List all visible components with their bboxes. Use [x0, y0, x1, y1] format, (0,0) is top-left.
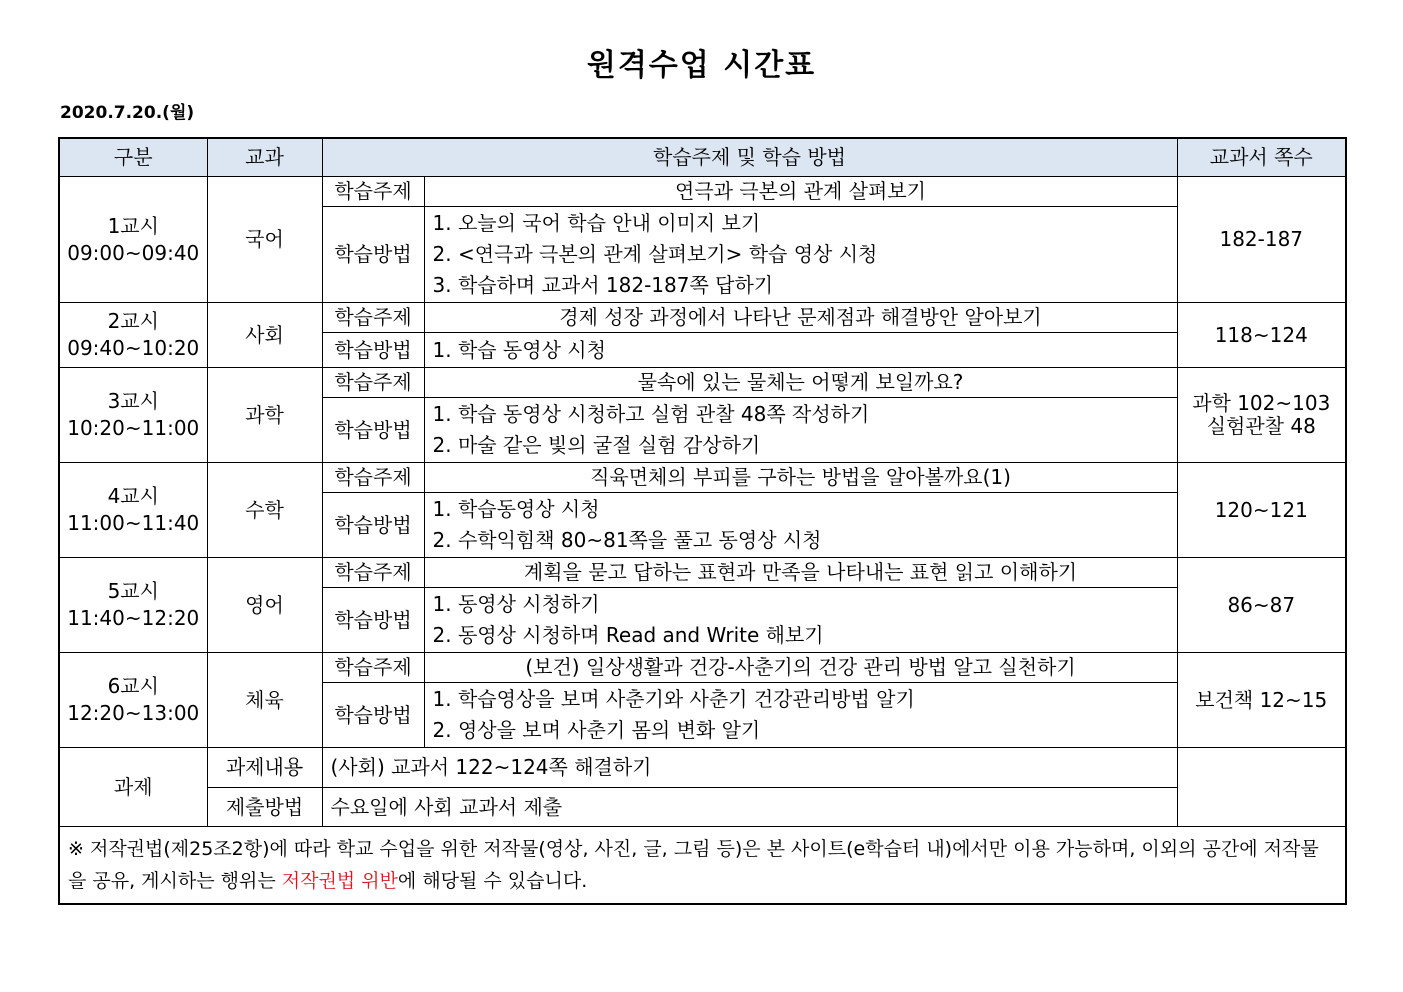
method-steps: [424, 207, 1177, 303]
subject-cell: 국어: [207, 177, 322, 303]
method-steps: [424, 588, 1177, 653]
subject-cell: 사회: [207, 303, 322, 368]
period-cell: [59, 368, 207, 463]
assignment-content-label: 과제내용: [207, 748, 322, 788]
notice-highlight: 저작권법 위반: [281, 870, 398, 892]
method-step: 1. 학습영상을 보며 사춘기와 사춘기 건강관리방법 알기: [432, 687, 915, 711]
period-label: 4교시: [107, 484, 159, 508]
period-row-topic: [59, 303, 1346, 333]
period-cell: [59, 177, 207, 303]
assignment-label: 과제: [59, 748, 207, 827]
method-step: 1. 학습동영상 시청: [432, 497, 600, 521]
pages-value: 과학 102~103: [1192, 391, 1331, 415]
pages-cell: [1177, 558, 1346, 653]
header-row: [59, 138, 1346, 177]
notice-text: ※ 저작권법(제25조2항)에 따라 학교 수업을 위한 저작물(영상, 사진, 글, 그림 등)은 본 사이트(e학습터 내)에서만 이용 가능하며, 이외의 공간에 저작물을 공유, 게시하는 행위는: [68, 838, 1319, 892]
period-label: 6교시: [107, 674, 159, 698]
topic-text: (보건) 일상생활과 건강-사춘기의 건강 관리 방법 알고 실천하기: [424, 653, 1177, 683]
method-label: 학습방법: [322, 398, 424, 463]
period-row-topic: [59, 368, 1346, 398]
pages-value: 118~124: [1214, 322, 1308, 347]
pages-cell: [1177, 653, 1346, 748]
period-label: 5교시: [107, 579, 159, 603]
period-time: 11:40~12:20: [67, 606, 200, 630]
period-time: 09:40~10:20: [67, 336, 200, 360]
pages-cell: [1177, 303, 1346, 368]
period-cell: [59, 303, 207, 368]
method-step: 1. 학습 동영상 시청하고 실험 관찰 48쪽 작성하기: [432, 402, 870, 426]
topic-text: 직육면체의 부피를 구하는 방법을 알아볼까요(1): [424, 463, 1177, 493]
topic-label: 학습주제: [322, 463, 424, 493]
pages-value: 실험관찰 48: [1206, 414, 1316, 438]
subject-cell: 체육: [207, 653, 322, 748]
subject-cell: 수학: [207, 463, 322, 558]
assignment-submit: 수요일에 사회 교과서 제출: [322, 788, 1177, 827]
period-time: 12:20~13:00: [67, 701, 200, 725]
topic-text: 연극과 극본의 관계 살펴보기: [424, 177, 1177, 207]
method-label: 학습방법: [322, 333, 424, 368]
method-step: 2. <연극과 극본의 관계 살펴보기> 학습 영상 시청: [432, 242, 878, 266]
method-label: 학습방법: [322, 207, 424, 303]
topic-label: 학습주제: [322, 177, 424, 207]
header-pages: 교과서 쪽수: [1177, 138, 1346, 177]
method-steps: [424, 683, 1177, 748]
topic-label: 학습주제: [322, 653, 424, 683]
period-row-topic: [59, 653, 1346, 683]
method-step: 1. 오늘의 국어 학습 안내 이미지 보기: [432, 211, 761, 235]
period-cell: [59, 463, 207, 558]
method-steps: [424, 493, 1177, 558]
method-step: 2. 영상을 보며 사춘기 몸의 변화 알기: [432, 718, 761, 742]
method-step: 3. 학습하며 교과서 182-187쪽 답하기: [432, 273, 774, 297]
period-label: 3교시: [107, 389, 159, 413]
topic-label: 학습주제: [322, 558, 424, 588]
topic-text: 계획을 묻고 답하는 표현과 만족을 나타내는 표현 읽고 이해하기: [424, 558, 1177, 588]
date-label: 2020.7.20.(월): [60, 103, 195, 123]
topic-label: 학습주제: [322, 303, 424, 333]
method-step: 2. 수학익힘책 80~81쪽을 풀고 동영상 시청: [432, 528, 822, 552]
notice-text-end: 에 해당될 수 있습니다.: [397, 870, 588, 892]
topic-text: 경제 성장 과정에서 나타난 문제점과 해결방안 알아보기: [424, 303, 1177, 333]
pages-value: 86~87: [1227, 592, 1296, 617]
method-steps: [424, 333, 1177, 368]
period-label: 2교시: [107, 309, 159, 333]
assignment-submit-label: 제출방법: [207, 788, 322, 827]
method-label: 학습방법: [322, 683, 424, 748]
topic-text: 물속에 있는 물체는 어떻게 보일까요?: [424, 368, 1177, 398]
topic-label: 학습주제: [322, 368, 424, 398]
assignment-row-submit: [59, 788, 1346, 827]
period-label: 1교시: [107, 213, 159, 238]
method-step: 2. 동영상 시청하며 Read and Write 해보기: [432, 623, 824, 647]
assignment-content: (사회) 교과서 122~124쪽 해결하기: [322, 748, 1177, 788]
header-subject: 교과: [207, 138, 322, 177]
method-step: 1. 학습 동영상 시청: [432, 337, 606, 362]
period-time: 10:20~11:00: [67, 416, 200, 440]
header-period: 구분: [59, 138, 207, 177]
copyright-notice: [59, 827, 1346, 905]
period-row-topic: [59, 558, 1346, 588]
pages-value: 보건책 12~15: [1195, 687, 1328, 712]
notice-row: [59, 827, 1346, 905]
pages-cell: [1177, 463, 1346, 558]
pages-value: 182-187: [1219, 227, 1304, 251]
subject-cell: 영어: [207, 558, 322, 653]
period-row-topic: [59, 463, 1346, 493]
page-title: 원격수업 시간표: [586, 48, 817, 83]
method-steps: [424, 398, 1177, 463]
header-content: 학습주제 및 학습 방법: [322, 138, 1177, 177]
timetable: [58, 137, 1347, 905]
method-label: 학습방법: [322, 588, 424, 653]
method-label: 학습방법: [322, 493, 424, 558]
period-time: 11:00~11:40: [67, 511, 200, 535]
period-time: 09:00~09:40: [67, 240, 200, 265]
period-cell: [59, 558, 207, 653]
pages-cell: [1177, 177, 1346, 303]
method-step: 2. 마술 같은 빛의 굴절 실험 감상하기: [432, 433, 761, 457]
period-row-topic: [59, 177, 1346, 207]
method-step: 1. 동영상 시청하기: [432, 592, 600, 616]
pages-cell: [1177, 368, 1346, 463]
period-cell: [59, 653, 207, 748]
assignment-pages-empty: [1177, 748, 1346, 827]
subject-cell: 과학: [207, 368, 322, 463]
assignment-row-content: [59, 748, 1346, 788]
pages-value: 120~121: [1214, 497, 1308, 522]
